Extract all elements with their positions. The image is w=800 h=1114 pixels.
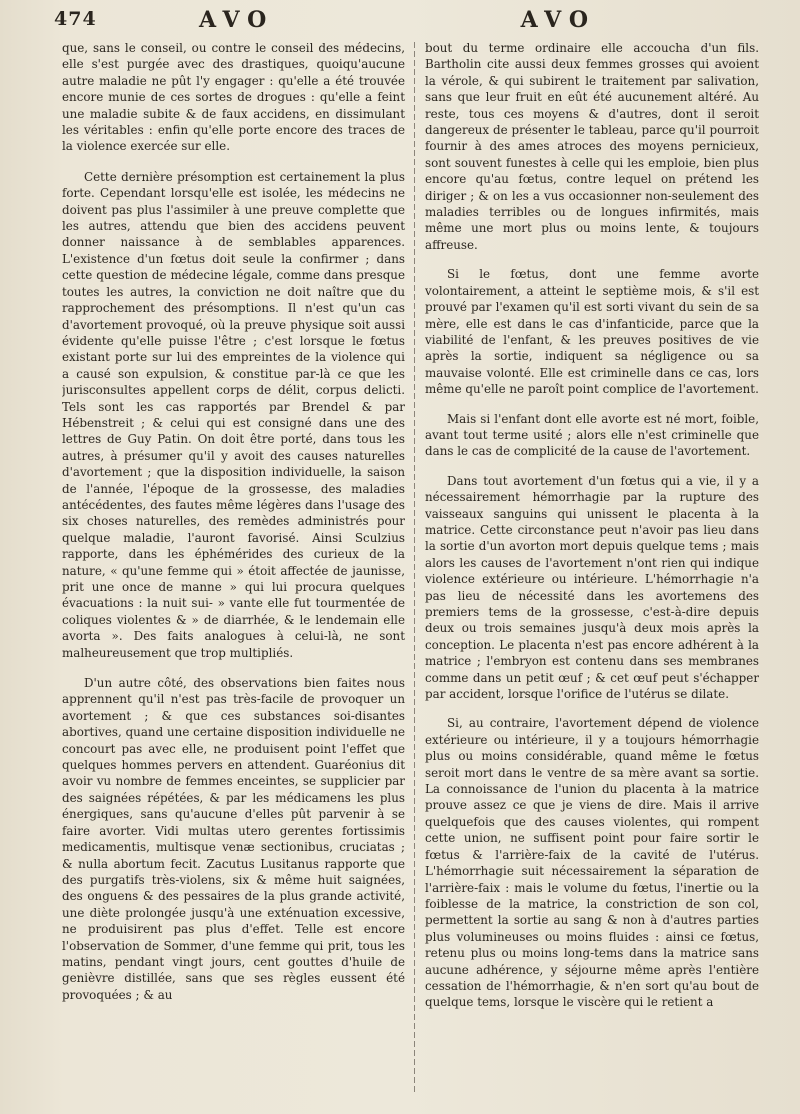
page-number: 474 xyxy=(54,8,97,30)
paragraph: D'un autre côté, des observations bien faites nous apprennent qu'il n'est pas très-facile de provoquer un avortement ; & que ces substances soi-disantes abortives, quand une certaine disposition individuelle ne concourt pas avec elle, ne produisent point l'effet que quelques hommes pervers en attendent. Guaréonius dit avoir vu nombre de femmes enceintes, se supplicier par des saignées répétées, & par les médicamens les plus énergiques, sans qu'aucune d'elles pût parvenir à se faire avorter. Vidi multas utero gerentes fortissimis medicamentis, multisque venæ sectionibus, cruciatas ; & nulla abortum fecit. Zacutus Lusitanus rapporte que des purgatifs très-violens, six & même huit saignées, des onguens & des pessaires de la plus grande activité, une diète prolongée jusqu'à une exténuation excessive, ne produisirent pas plus d'effet. Telle est encore l'observation de Sommer, d'une femme qui prit, tous les matins, pendant vingt jours, cent gouttes d'huile de genièvre distillée, sans que ses règles eussent été provoquées ; & au xyxy=(62,676,405,1002)
left-column xyxy=(62,40,405,1105)
paragraph: Si, au contraire, l'avortement dépend de violence extérieure ou intérieure, il y a toujours hémorrhagie plus ou moins considérable, quand même le fœtus seroit mort dans le ventre de sa mère avant sa sortie. La connoissance de l'union du placenta à la matrice prouve assez ce que je viens de dire. Mais il arrive quelquefois que des causes violentes, qui rompent cette union, ne suffisent point pour faire sortir le fœtus & l'arrière-faix de la cavité de l'utérus. L'hémorrhagie suit nécessairement la séparation de l'arrière-faix : mais le volume du fœtus, l'inertie ou la foiblesse de la matrice, la constriction de son col, permettent la sortie au sang & non à d'autres parties plus volumineuses ou moins fluides : ainsi ce fœtus, retenu plus ou moins long-tems dans la matrice sans aucune adhérence, y séjourne même après l'entière cessation de l'hémorrhagie, & n'en sort qu'au bout de quelque tems, lorsque le viscère qui le retient a xyxy=(425,716,759,1010)
paragraph: Dans tout avortement d'un fœtus qui a vie, il y a nécessairement hémorrhagie par la rupture des vaisseaux sanguins qui unissent le placenta à la matrice. Cette circonstance peut n'avoir pas lieu dans la sortie d'un avorton mort depuis quelque tems ; mais alors les causes de l'avortement n'ont rien qui indique violence extérieure ou intérieure. L'hémorrhagie n'a pas lieu de nécessité dans les avortemens des premiers tems de la grossesse, c'est-à-dire depuis deux ou trois semaines jusqu'à deux mois après la conception. Le placenta n'est pas encore adhérent à la matrice ; l'embryon est contenu dans ses membranes comme dans un petit œuf ; & cet œuf peut s'échapper par accident, lorsque l'orifice de l'utérus se dilate. xyxy=(425,473,759,702)
right-column xyxy=(425,40,759,1105)
running-head-right: AVO xyxy=(520,7,596,33)
paragraph: que, sans le conseil, ou contre le conseil des médecins, elle s'est purgée avec des drastiques, quoiqu'aucune autre maladie ne pût l'y engager : qu'elle a été trouvée encore munie de ces sortes de drogues : qu'elle a feint une maladie subite & de faux accidens, en dissimulant les véritables : enfin qu'elle porte encore des traces de la violence exercée sur elle. xyxy=(62,41,405,154)
page-header xyxy=(54,6,756,36)
running-head-left: AVO xyxy=(199,7,275,33)
paragraph: Si le fœtus, dont une femme avorte volontairement, a atteint le septième mois, & s'il est prouvé par l'examen qu'il est sorti vivant du sein de sa mère, elle est dans le cas d'infanticide, parce que la viabilité de l'enfant, & les preuves positives de vie après la sortie, indiquent sa négligence ou sa mauvaise volonté. Elle est criminelle dans ce cas, lors même qu'elle ne paroît point complice de l'avortement. xyxy=(425,267,759,397)
paragraph: Cette dernière présomption est certainement la plus forte. Cependant lorsqu'elle est isolée, les médecins ne doivent pas plus l'assimiler à une preuve complette que les autres, attendu que bien des accidens peuvent donner naissance à de semblables apparences. L'existence d'un fœtus doit seule la confirmer ; dans cette question de médecine légale, comme dans presque toutes les autres, la conviction ne doit naître que du rapprochement des présomptions. Il n'est qu'un cas d'avortement provoqué, où la preuve physique soit aussi évidente qu'elle puisse l'être ; c'est lorsque le fœtus existant porte sur lui des empreintes de la violence qui a causé son expulsion, & constitue par-là ce que les jurisconsultes appellent corps de délit, corpus delicti. Tels sont les cas rapportés par Brendel & par Hébenstreit ; & celui qui est consigné dans une des lettres de Guy Patin. On doit être porté, dans tous les autres, à présumer qu'il y avoit des causes naturelles d'avortement ; que la disposition individuelle, la saison de l'année, l'époque de la grossesse, des maladies antécédentes, des fautes même légères dans l'usage des six choses naturelles, des remèdes administrés pour quelque maladie, l'auront favorisé. Ainsi Sculzius rapporte, dans les éphémérides des curieux de la nature, « qu'une femme qui » étoit affectée de jaunisse, prit une once de manne » qui lui procura quelques évacuations : la nuit sui- » vante elle fut tourmentée de coliques violentes & » de diarrhée, & le lendemain elle avorta ». Des faits analogues à celui-là, ne sont malheureusement que trop multipliés. xyxy=(62,169,405,660)
column-divider xyxy=(414,42,415,1094)
paragraph: bout du terme ordinaire elle accoucha d'un fils. Bartholin cite aussi deux femmes grosses qui avoient la vérole, & qui subirent le traitement par salivation, sans que leur fruit en eût été aucunement altéré. Au reste, tous ces moyens & d'autres, dont il seroit dangereux de présenter le tableau, parce qu'il pourroit fournir à des ames atroces des moyens pernicieux, sont souvent funestes à celle qui les emploie, bien plus encore qu'au fœtus, contre lequel on prétend les diriger ; & on les a vus occasionner non-seulement des maladies terribles ou de longues infirmités, mais même une mort plus ou moins lente, & toujours affreuse. xyxy=(425,41,759,252)
paragraph: Mais si l'enfant dont elle avorte est né mort, foible, avant tout terme usité ; alors elle n'est criminelle que dans le cas de complicité de la cause de l'avortement. xyxy=(425,411,759,459)
